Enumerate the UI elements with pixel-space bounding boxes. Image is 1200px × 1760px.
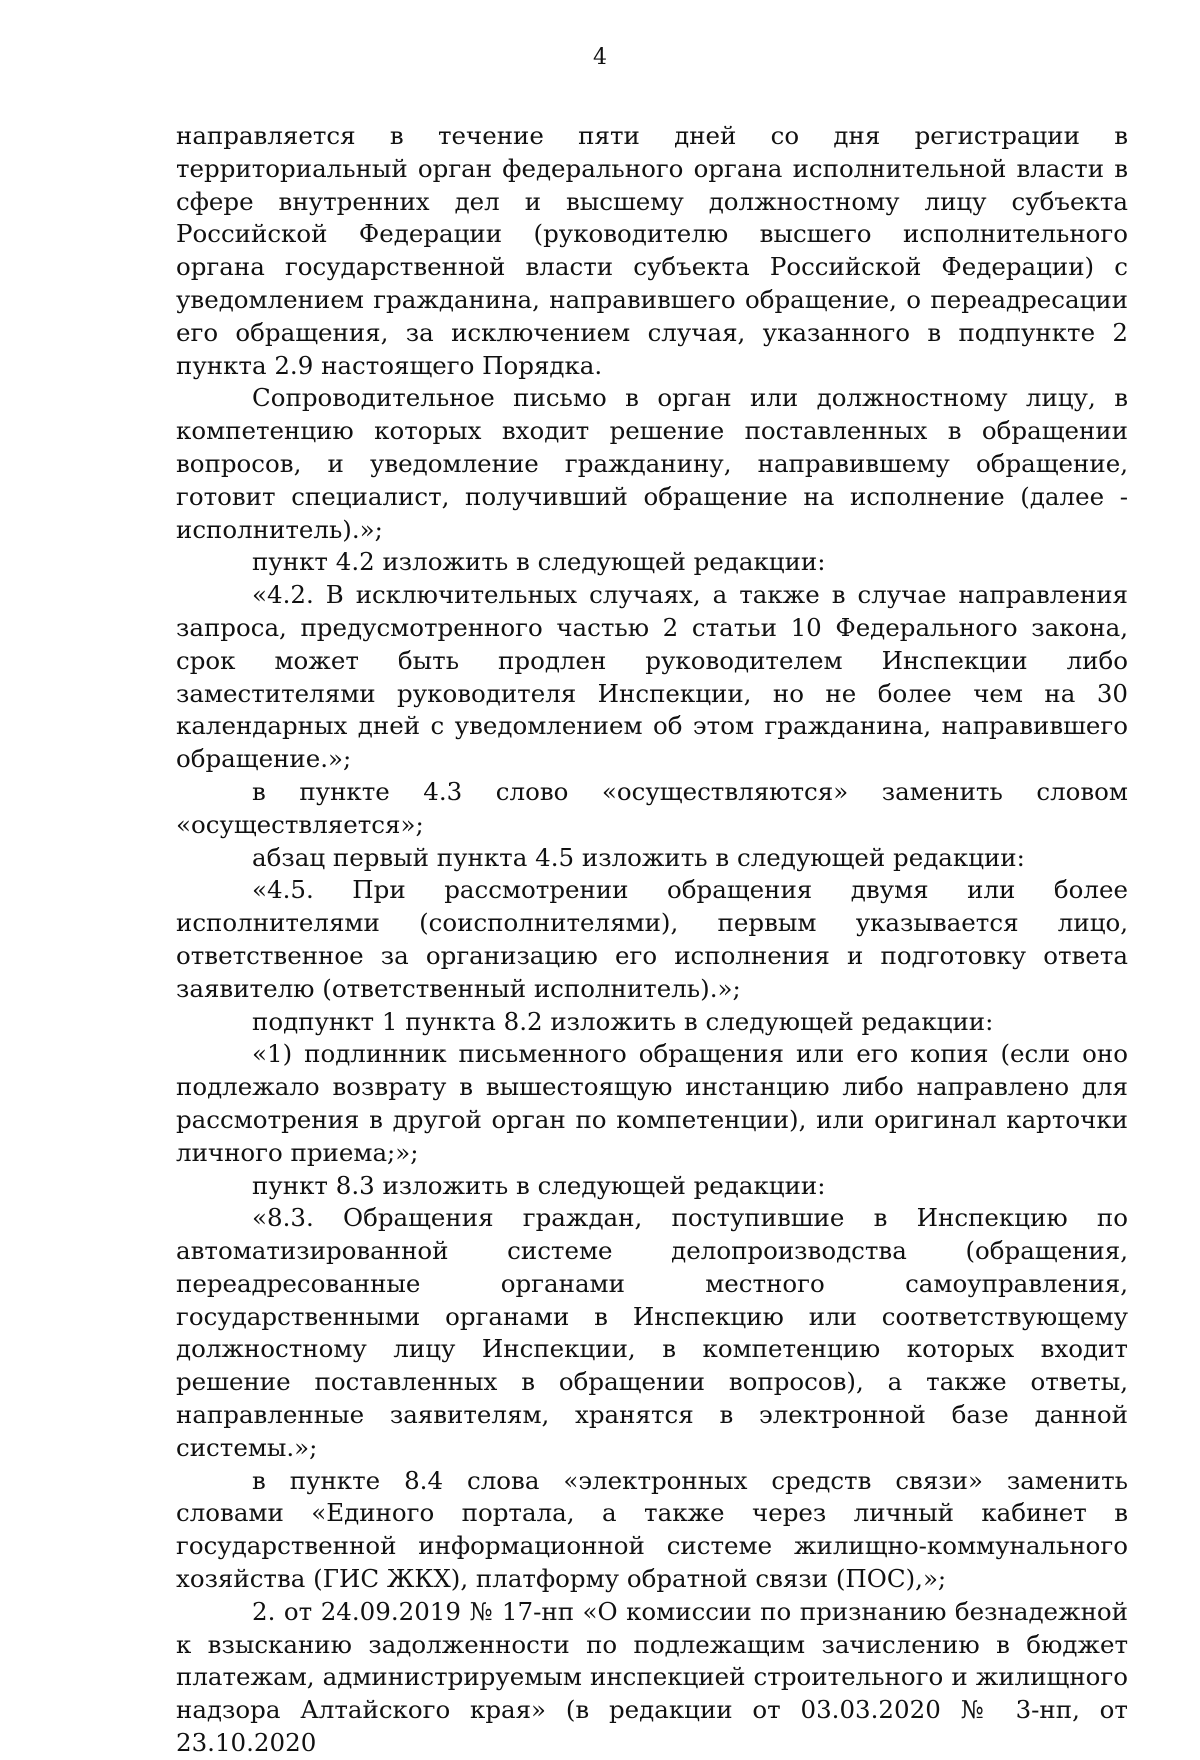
paragraph-clause-8-3: «8.3. Обращения граждан, поступившие в Инспекцию по автоматизированной системе делопроизводства (обращения, переадресованные органами местного самоуправления, государственными органами в Инспекцию или соответствующему должностному лицу Инспекции, в компетенцию которых входит решение поставленных в обращении вопросов), а также ответы, направленные заявителям, хранятся в электронной базе данной системы.»;: [176, 1203, 1128, 1462]
page-number: 4: [593, 45, 607, 70]
paragraph-amend-8-2: подпункт 1 пункта 8.2 изложить в следующей редакции:: [252, 1006, 994, 1036]
paragraph-amend-4-2: пункт 4.2 изложить в следующей редакции:: [252, 547, 826, 577]
paragraph-cover-letter: Сопроводительное письмо в орган или должностному лицу, в компетенцию которых входит решение поставленных в обращении вопросов, и уведомление гражданину, направившему обращение, готовит специалист, получивший обращение на исполнение (далее - исполнитель).»;: [176, 383, 1128, 544]
paragraph-item-2: 2. от 24.09.2019 № 17-нп «О комиссии по признанию безнадежной к взысканию задолженности по подлежащим зачислению в бюджет платежам, администрируемым инспекцией строительного и жилищного надзора Алтайского края» (в редакции от 03.03.2020 № 3-нп, от 23.10.2020: [176, 1596, 1128, 1758]
paragraph-clause-4-5: «4.5. При рассмотрении обращения двумя или более исполнителями (соисполнителями), первым указывается лицо, ответственное за организацию его исполнения и подготовку ответа заявителю (ответственный исполнитель).»;: [176, 875, 1128, 1003]
paragraph-amend-8-3: пункт 8.3 изложить в следующей редакции:: [252, 1170, 826, 1200]
paragraph-amend-4-3: в пункте 4.3 слово «осуществляются» заменить словом «осуществляется»;: [176, 776, 1128, 839]
paragraph-clause-8-2-1: «1) подлинник письменного обращения или его копия (если оно подлежало возврату в вышестоящую инстанцию либо направлено для рассмотрения в другой орган по компетенции), или оригинал карточки личного приема;»;: [176, 1039, 1128, 1167]
document-body: [176, 120, 1128, 1760]
paragraph-continuation: направляется в течение пяти дней со дня регистрации в территориальный орган федерального органа исполнительной власти в сфере внутренних дел и высшему должностному лицу субъекта Российской Федерации (руководителю высшего исполнительного органа государственной власти субъекта Российской Федерации) с уведомлением гражданина, направившего обращение, о переадресации его обращения, за исключением случая, указанного в подпункте 2 пункта 2.9 настоящего Порядка.: [176, 121, 1128, 380]
paragraph-amend-8-4: в пункте 8.4 слова «электронных средств связи» заменить словами «Единого портала, а также через личный кабинет в государственной информационной системе жилищно-коммунального хозяйства (ГИС ЖКХ), платформу обратной связи (ПОС),»;: [176, 1465, 1128, 1594]
paragraph-clause-4-2: «4.2. В исключительных случаях, а также в случае направления запроса, предусмотренного частью 2 статьи 10 Федерального закона, срок может быть продлен руководителем Инспекции либо заместителями руководителя Инспекции, но не более чем на 30 календарных дней с уведомлением об этом гражданина, направившего обращение.»;: [176, 580, 1128, 774]
paragraph-amend-4-5: абзац первый пункта 4.5 изложить в следующей редакции:: [252, 842, 1025, 872]
